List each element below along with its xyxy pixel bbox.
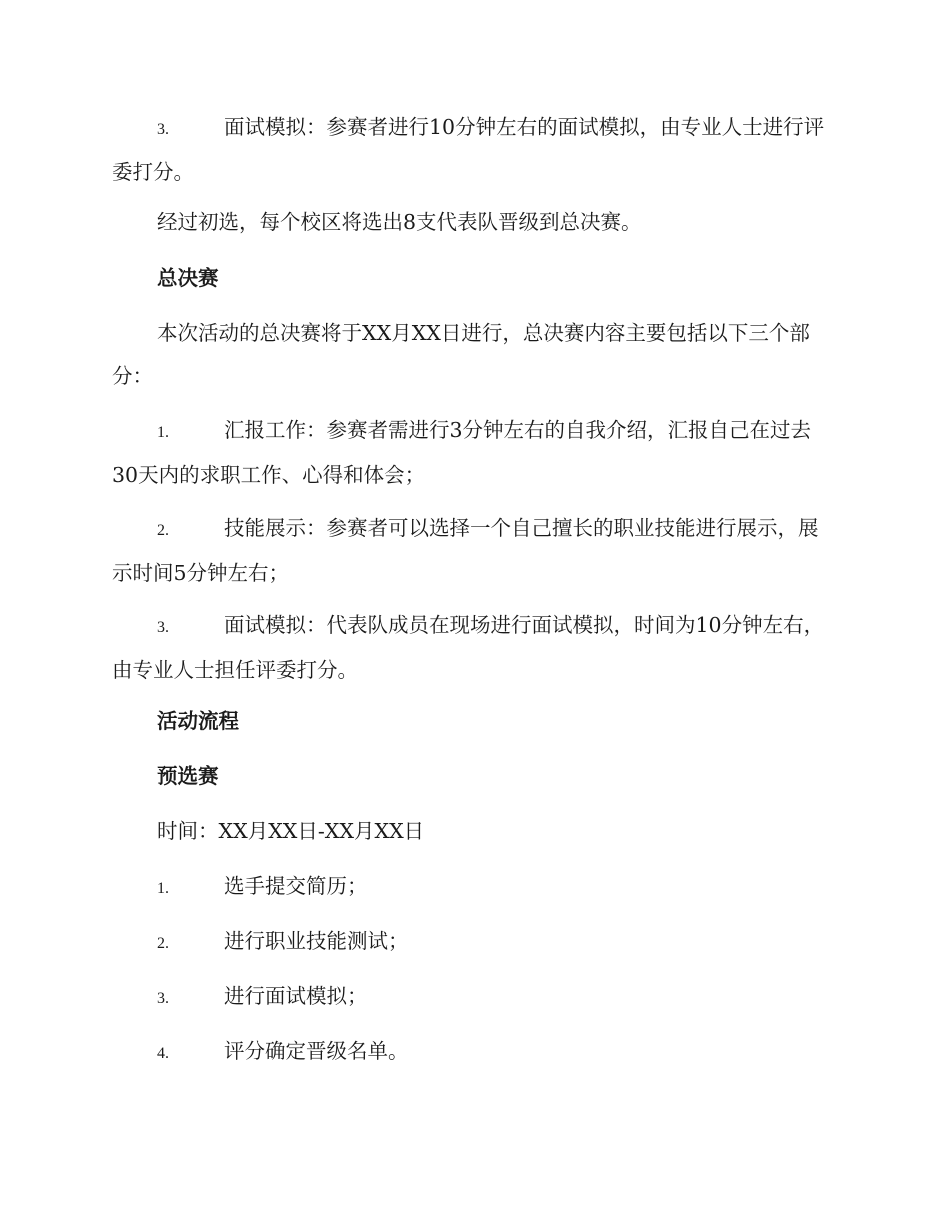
list-text: 进行面试模拟； bbox=[224, 984, 368, 1008]
sub-heading-preliminary: 预选赛 bbox=[157, 764, 219, 788]
paragraph-final-intro: 本次活动的总决赛将于XX月XX日进行，总决赛内容主要包括以下三个部分： bbox=[112, 321, 810, 388]
list-number: 4. bbox=[157, 1045, 169, 1062]
list-text: 汇报工作：参赛者需进行3分钟左右的自我介绍，汇报自己在过去30天内的求职工作、心得和体会； bbox=[112, 418, 812, 487]
list-item bbox=[112, 409, 834, 497]
list-number: 2. bbox=[157, 522, 169, 539]
list-item bbox=[112, 1030, 834, 1075]
section-heading-final: 总决赛 bbox=[157, 266, 219, 290]
list-number: 2. bbox=[157, 935, 169, 952]
list-item bbox=[112, 604, 834, 692]
list-item bbox=[112, 106, 834, 194]
list-text: 进行职业技能测试； bbox=[224, 929, 409, 953]
list-item bbox=[112, 865, 834, 910]
list-text: 选手提交简历； bbox=[224, 874, 368, 898]
paragraph-time: 时间：XX月XX日-XX月XX日 bbox=[157, 819, 425, 843]
list-number: 3. bbox=[157, 121, 169, 138]
list-item bbox=[112, 507, 834, 595]
paragraph-preliminary-result: 经过初选，每个校区将选出8支代表队晋级到总决赛。 bbox=[157, 210, 642, 234]
list-number: 1. bbox=[157, 424, 169, 441]
list-number: 3. bbox=[157, 990, 169, 1007]
list-text: 面试模拟：代表队成员在现场进行面试模拟，时间为10分钟左右，由专业人士担任评委打分。 bbox=[112, 613, 825, 682]
list-number: 3. bbox=[157, 619, 169, 636]
section-heading-process: 活动流程 bbox=[157, 709, 239, 733]
list-item bbox=[112, 975, 834, 1020]
list-text: 面试模拟：参赛者进行10分钟左右的面试模拟，由专业人士进行评委打分。 bbox=[112, 115, 825, 184]
list-number: 1. bbox=[157, 880, 169, 897]
list-item bbox=[112, 920, 834, 965]
list-text: 技能展示：参赛者可以选择一个自己擅长的职业技能进行展示，展示时间5分钟左右； bbox=[112, 516, 819, 585]
list-text: 评分确定晋级名单。 bbox=[224, 1039, 409, 1063]
